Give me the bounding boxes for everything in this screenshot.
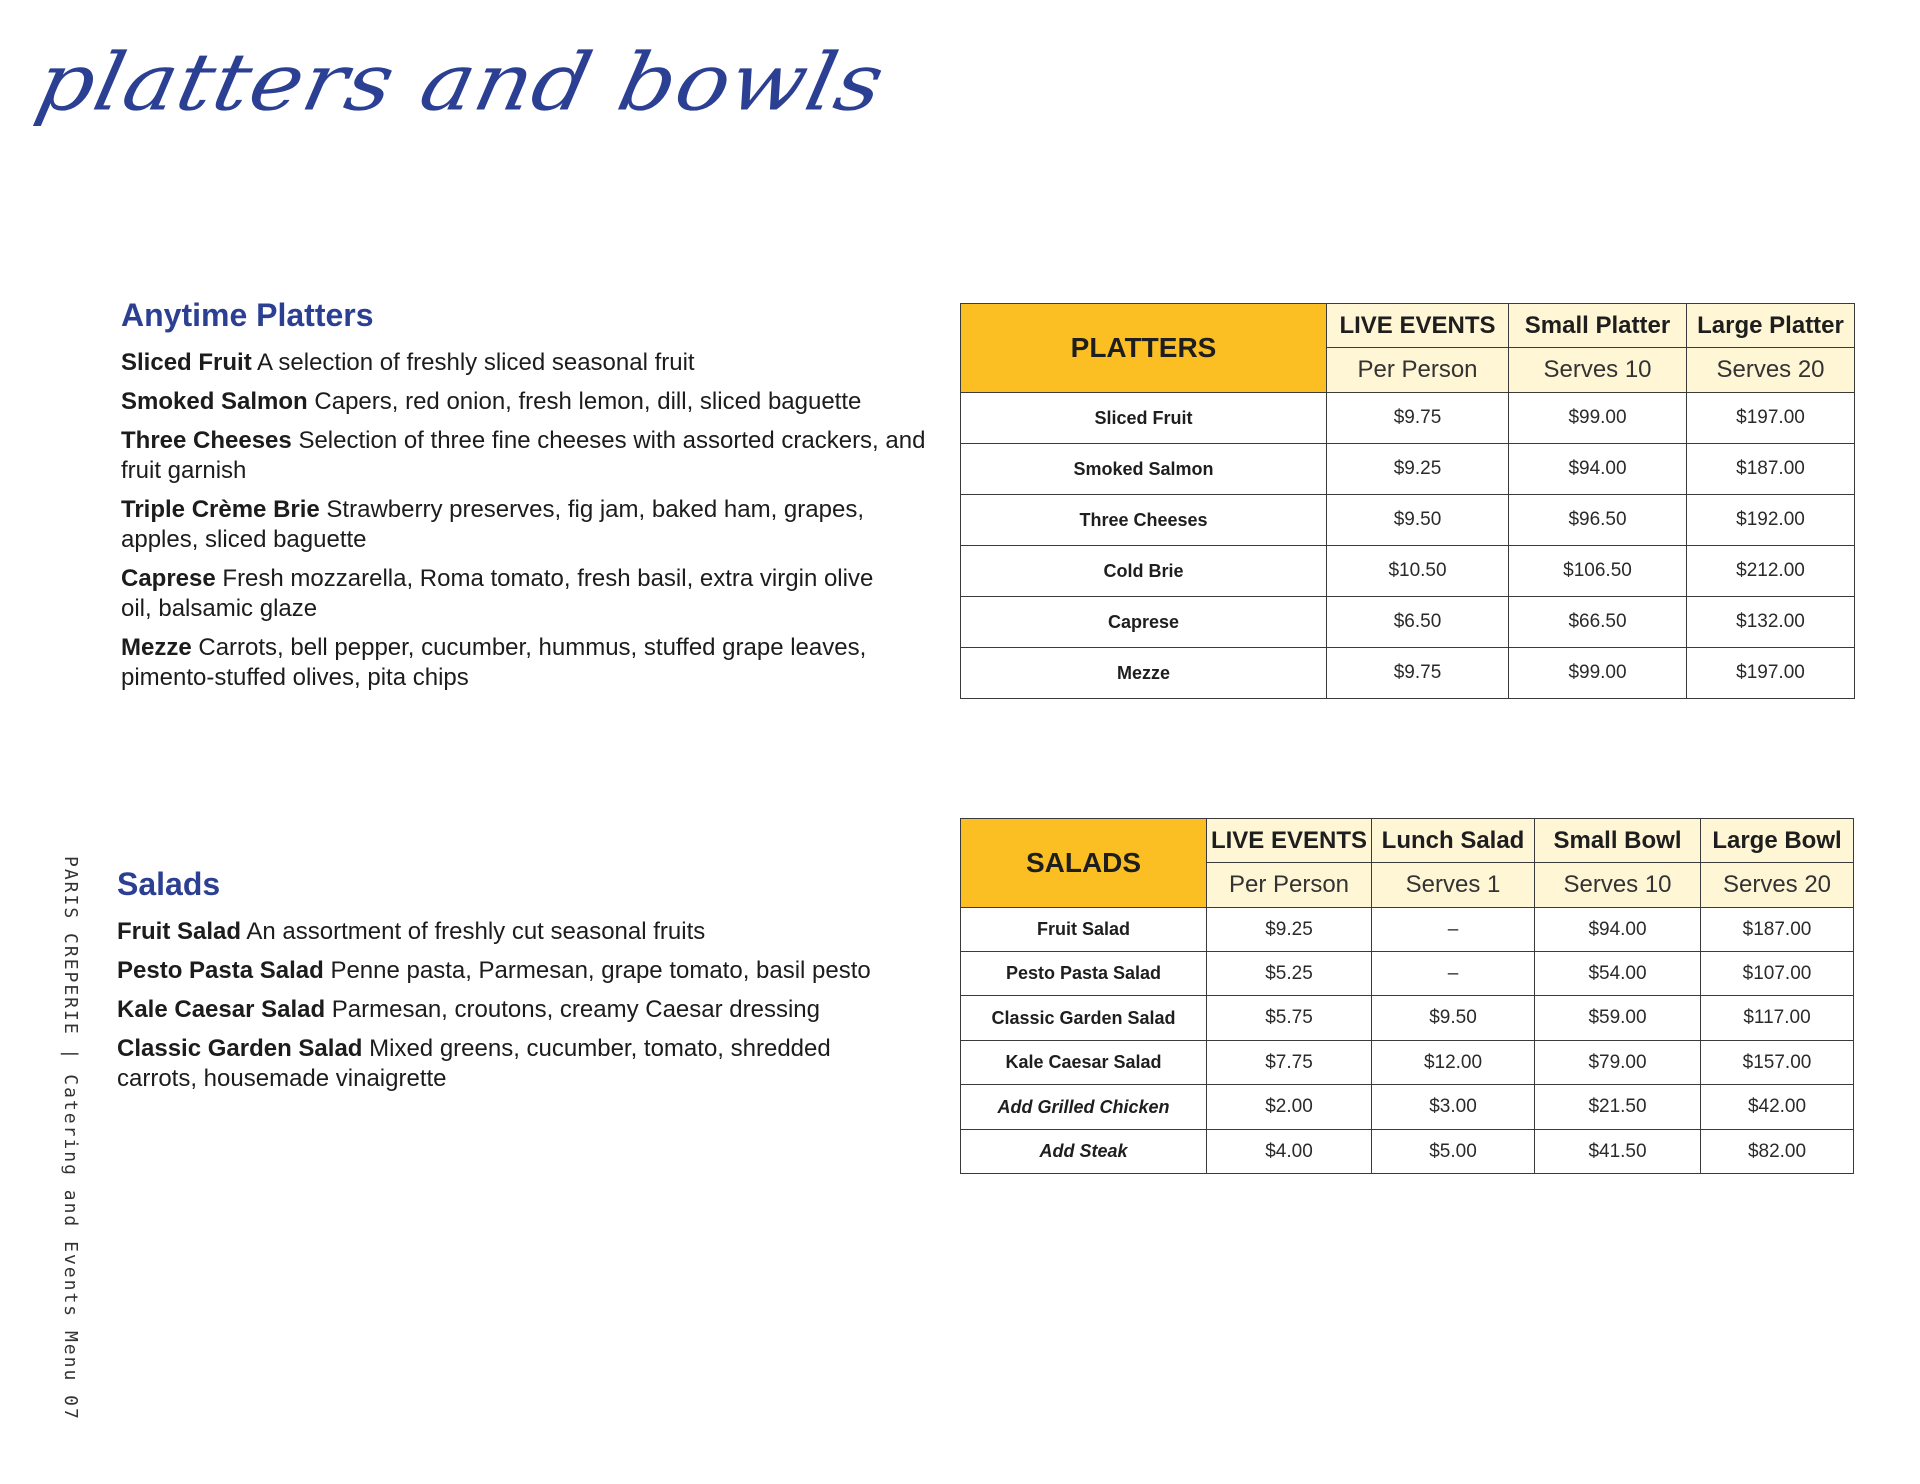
price-cell: $82.00 [1701, 1130, 1854, 1174]
price-cell: $12.00 [1372, 1041, 1535, 1085]
row-label: Classic Garden Salad [961, 996, 1207, 1041]
price-cell: $9.25 [1327, 444, 1509, 495]
item-desc: Fresh mozzarella, Roma tomato, fresh basil, extra virgin olive oil, balsamic glaze [121, 565, 874, 622]
table-row [961, 1130, 1854, 1174]
column-header: Large Bowl [1701, 819, 1854, 863]
table-row [961, 597, 1855, 648]
price-cell: $5.25 [1207, 952, 1372, 996]
table-row [961, 648, 1855, 699]
column-subheader: Serves 1 [1372, 863, 1535, 908]
price-cell: $9.25 [1207, 908, 1372, 952]
row-label: Kale Caesar Salad [961, 1041, 1207, 1085]
list-item [121, 564, 881, 624]
table-row [961, 952, 1854, 996]
list-item [121, 348, 941, 378]
row-label: Cold Brie [961, 546, 1327, 597]
footer-side-text: PARIS CREPERIE | Catering and Events Menu 07 [60, 856, 81, 1421]
item-desc: Strawberry preserves, fig jam, baked ham, grapes, apples, sliced baguette [121, 496, 864, 553]
price-cell: $6.50 [1327, 597, 1509, 648]
price-cell: $187.00 [1687, 444, 1855, 495]
page-title: platters and bowls [28, 35, 893, 129]
table-row [961, 1085, 1854, 1130]
row-label: Caprese [961, 597, 1327, 648]
price-cell: $59.00 [1535, 996, 1701, 1041]
price-cell: $197.00 [1687, 393, 1855, 444]
column-subheader: Per Person [1207, 863, 1372, 908]
price-cell: $21.50 [1535, 1085, 1701, 1130]
table-row [961, 546, 1855, 597]
price-cell: $10.50 [1327, 546, 1509, 597]
salads-list [117, 917, 937, 1094]
price-cell: – [1372, 908, 1535, 952]
row-label: Mezze [961, 648, 1327, 699]
column-subheader: Per Person [1327, 348, 1509, 393]
item-desc: Carrots, bell pepper, cucumber, hummus, stuffed grape leaves, pimento-stuffed olives, pita chips [121, 634, 867, 691]
list-item [117, 1034, 887, 1094]
price-cell: $96.50 [1509, 495, 1687, 546]
table-corner-label: PLATTERS [961, 304, 1327, 393]
item-desc: Penne pasta, Parmesan, grape tomato, basil pesto [330, 957, 871, 984]
price-cell: $9.50 [1372, 996, 1535, 1041]
platters-section [121, 297, 941, 702]
table-row [961, 444, 1855, 495]
price-cell: $5.75 [1207, 996, 1372, 1041]
row-label: Pesto Pasta Salad [961, 952, 1207, 996]
price-cell: $157.00 [1701, 1041, 1854, 1085]
item-desc: An assortment of freshly cut seasonal fruits [246, 918, 706, 945]
platters-heading: Anytime Platters [121, 297, 374, 333]
table-row [961, 1041, 1854, 1085]
salads-price-table [960, 818, 1854, 1174]
price-cell: $132.00 [1687, 597, 1855, 648]
table-corner-label: SALADS [961, 819, 1207, 908]
row-label: Smoked Salmon [961, 444, 1327, 495]
price-cell: $7.75 [1207, 1041, 1372, 1085]
price-cell: $107.00 [1701, 952, 1854, 996]
price-cell: $99.00 [1509, 393, 1687, 444]
salads-heading: Salads [117, 866, 221, 902]
item-desc: A selection of freshly sliced seasonal fruit [257, 349, 695, 376]
price-cell: $42.00 [1701, 1085, 1854, 1130]
list-item [121, 633, 941, 693]
table-row [961, 393, 1855, 444]
column-header: LIVE EVENTS [1207, 819, 1372, 863]
column-subheader: Serves 20 [1687, 348, 1855, 393]
row-label: Sliced Fruit [961, 393, 1327, 444]
item-desc: Capers, red onion, fresh lemon, dill, sliced baguette [314, 388, 862, 415]
list-item [121, 387, 941, 417]
price-cell: $9.75 [1327, 393, 1509, 444]
column-header: Lunch Salad [1372, 819, 1535, 863]
price-cell: $54.00 [1535, 952, 1701, 996]
item-desc: Selection of three fine cheeses with assorted crackers, and fruit garnish [121, 427, 926, 484]
item-name: Caprese [121, 565, 216, 592]
price-cell: $197.00 [1687, 648, 1855, 699]
item-name: Classic Garden Salad [117, 1035, 363, 1062]
price-cell: $106.50 [1509, 546, 1687, 597]
list-item [121, 426, 941, 486]
row-label: Three Cheeses [961, 495, 1327, 546]
item-name: Fruit Salad [117, 918, 242, 945]
column-subheader: Serves 10 [1535, 863, 1701, 908]
list-item [117, 995, 937, 1025]
price-cell: $4.00 [1207, 1130, 1372, 1174]
table-row [961, 495, 1855, 546]
column-subheader: Serves 10 [1509, 348, 1687, 393]
item-name: Triple Crème Brie [121, 496, 320, 523]
salads-section [117, 866, 937, 1103]
price-cell: $3.00 [1372, 1085, 1535, 1130]
item-name: Pesto Pasta Salad [117, 957, 324, 984]
price-cell: $117.00 [1701, 996, 1854, 1041]
list-item [117, 956, 937, 986]
row-label: Add Steak [961, 1130, 1207, 1174]
price-cell: $212.00 [1687, 546, 1855, 597]
price-cell: $5.00 [1372, 1130, 1535, 1174]
price-cell: $94.00 [1509, 444, 1687, 495]
platters-list [121, 348, 941, 693]
platters-price-table [960, 303, 1855, 699]
table-row [961, 996, 1854, 1041]
price-cell: $9.75 [1327, 648, 1509, 699]
item-name: Three Cheeses [121, 427, 292, 454]
price-cell: $192.00 [1687, 495, 1855, 546]
price-cell: $2.00 [1207, 1085, 1372, 1130]
price-cell: $187.00 [1701, 908, 1854, 952]
item-name: Sliced Fruit [121, 349, 252, 376]
column-header: LIVE EVENTS [1327, 304, 1509, 348]
item-desc: Parmesan, croutons, creamy Caesar dressing [331, 996, 820, 1023]
price-cell: $41.50 [1535, 1130, 1701, 1174]
column-header: Large Platter [1687, 304, 1855, 348]
table-row [961, 908, 1854, 952]
price-cell: $9.50 [1327, 495, 1509, 546]
item-name: Kale Caesar Salad [117, 996, 326, 1023]
list-item [121, 495, 941, 555]
item-name: Mezze [121, 634, 192, 661]
column-subheader: Serves 20 [1701, 863, 1854, 908]
column-header: Small Platter [1509, 304, 1687, 348]
price-cell: $79.00 [1535, 1041, 1701, 1085]
row-label: Add Grilled Chicken [961, 1085, 1207, 1130]
price-cell: $94.00 [1535, 908, 1701, 952]
list-item [117, 917, 937, 947]
column-header: Small Bowl [1535, 819, 1701, 863]
price-cell: $66.50 [1509, 597, 1687, 648]
price-cell: $99.00 [1509, 648, 1687, 699]
price-cell: – [1372, 952, 1535, 996]
item-name: Smoked Salmon [121, 388, 308, 415]
item-desc: Mixed greens, cucumber, tomato, shredded carrots, housemade vinaigrette [117, 1035, 831, 1092]
row-label: Fruit Salad [961, 908, 1207, 952]
